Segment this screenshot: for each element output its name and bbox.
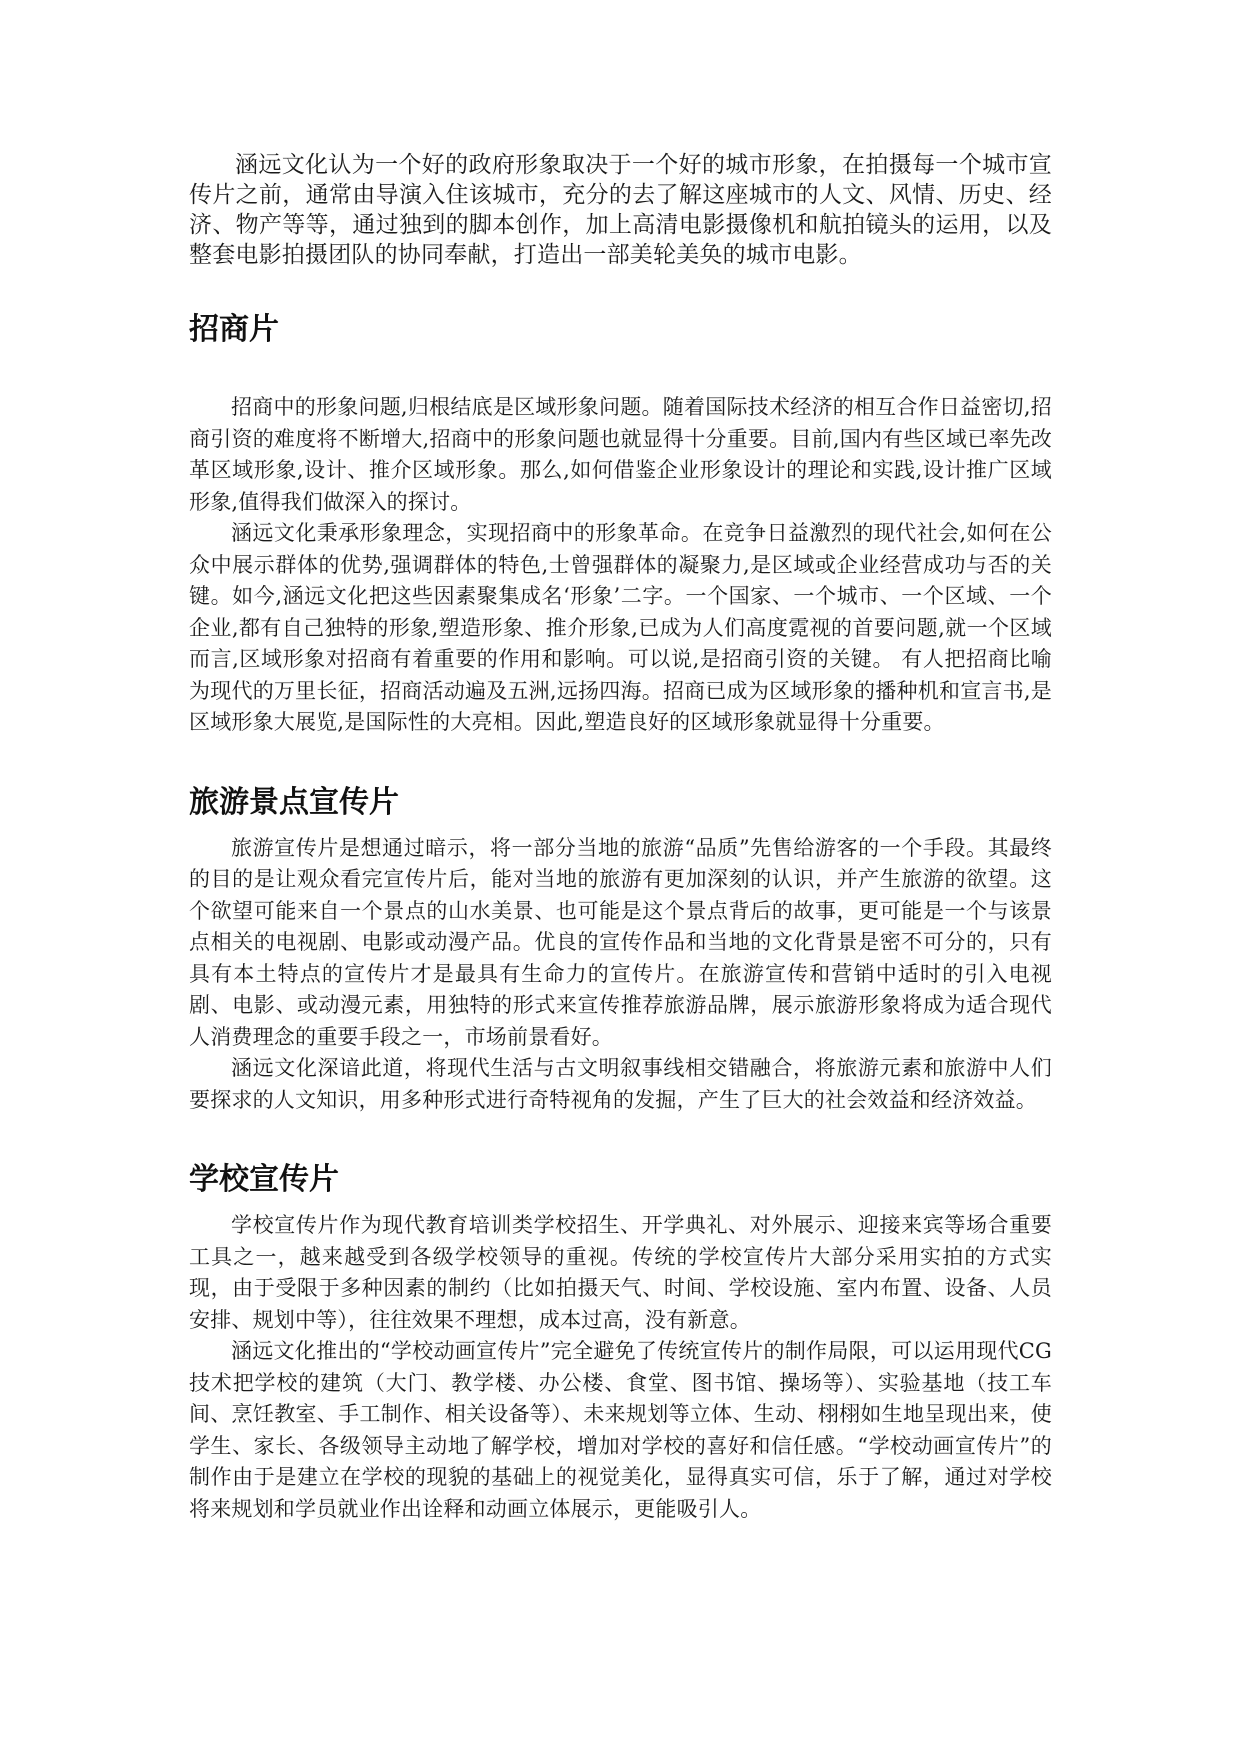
tourism-paragraph-2: 涵远文化深谙此道，将现代生活与古文明叙事线相交错融合，将旅游元素和旅游中人们要探求的人文知识，用多种形式进行奇特视角的发掘，产生了巨大的社会效益和经济效益。	[189, 1056, 1052, 1112]
investment-paragraph-2: 涵远文化秉承形象理念，实现招商中的形象革命。在竞争日益激烈的现代社会,如何在公众中展示群体的优势,强调群体的特色,士曾强群体的凝聚力,是区域或企业经营成功与否的关键。如今,涵远文化把这些因素聚集成名‘形象’二字。一个国家、一个城市、一个区域、一个企业,都有自己独特的形象,塑造形象、推介形象,已成为人们高度霓视的首要问题,就一个区域而言,区域形象对招商有着重要的作用和影响。可以说,是招商引资的关键。 有人把招商比喻为现代的万里长征，招商活动遍及五洲,远扬四海。招商已成为区域形象的播种机和宣言书,是区域形象大展览,是国际性的大亮相。因此,塑造良好的区域形象就显得十分重要。	[189, 521, 1052, 734]
school-paragraph-2: 涵远文化推出的“学校动画宣传片”完全避免了传统宣传片的制作局限，可以运用现代CG 技术把学校的建筑（大门、教学楼、办公楼、食堂、图书馆、操场等）、实验基地（技工车间、烹饪教室、手工制作、相关设备等）、未来规划等立体、生动、栩栩如生地呈现出来，使学生、家长、各级领导主动地了解学校，增加对学校的喜好和信任感。“学校动画宣传片”的制作由于是建立在学校的现貌的基础上的视觉美化，显得真实可信，乐于了解，通过对学校将来规划和学员就业作出诠释和动画立体展示，更能吸引人。	[189, 1339, 1052, 1521]
document-page	[189, 150, 1052, 1525]
intro-paragraph: 涵远文化认为一个好的政府形象取决于一个好的城市形象，在拍摄每一个城市宣传片之前，通常由导演入住该城市，充分的去了解这座城市的人文、风情、历史、经济、物产等等，通过独到的脚本创作，加上高清电影摄像机和航拍镜头的运用，以及整套电影拍摄团队的协同奉献，打造出一部美轮美奂的城市电影。	[189, 152, 1052, 268]
section-tourism	[189, 783, 1052, 1117]
investment-paragraph-1: 招商中的形象问题,归根结底是区域形象问题。随着国际技术经济的相互合作日益密切,招商引资的难度将不断增大,招商中的形象问题也就显得十分重要。目前,国内有些区域已率先改革区域形象,设计、推介区域形象。那么,如何借鉴企业形象设计的理论和实践,设计推广区域形象,值得我们做深入的探讨。	[189, 395, 1052, 514]
section-investment	[189, 310, 1052, 739]
section-title-tourism: 旅游景点宣传片	[189, 784, 399, 820]
school-paragraph-1: 学校宣传片作为现代教育培训类学校招生、开学典礼、对外展示、迎接来宾等场合重要工具之一，越来越受到各级学校领导的重视。传统的学校宣传片大部分采用实拍的方式实现，由于受限于多种因素的制约（比如拍摄天气、时间、学校设施、室内布置、设备、人员安排、规划中等），往往效果不理想，成本过高，没有新意。	[189, 1213, 1052, 1332]
section-title-investment: 招商片	[189, 312, 279, 347]
section-school	[189, 1160, 1052, 1525]
section-title-school: 学校宣传片	[189, 1162, 339, 1197]
tourism-paragraph-1: 旅游宣传片是想通过暗示，将一部分当地的旅游“品质”先售给游客的一个手段。其最终的目的是让观众看完宣传片后，能对当地的旅游有更加深刻的认识，并产生旅游的欲望。这个欲望可能来自一个景点的山水美景、也可能是这个景点背后的故事，更可能是一个与该景点相关的电视剧、电影或动漫产品。优良的宣传作品和当地的文化背景是密不可分的，只有具有本土特点的宣传片才是最具有生命力的宣传片。在旅游宣传和营销中适时的引入电视剧、电影、或动漫元素，用独特的形式来宣传推荐旅游品牌，展示旅游形象将成为适合现代人消费理念的重要手段之一，市场前景看好。	[189, 835, 1052, 1049]
